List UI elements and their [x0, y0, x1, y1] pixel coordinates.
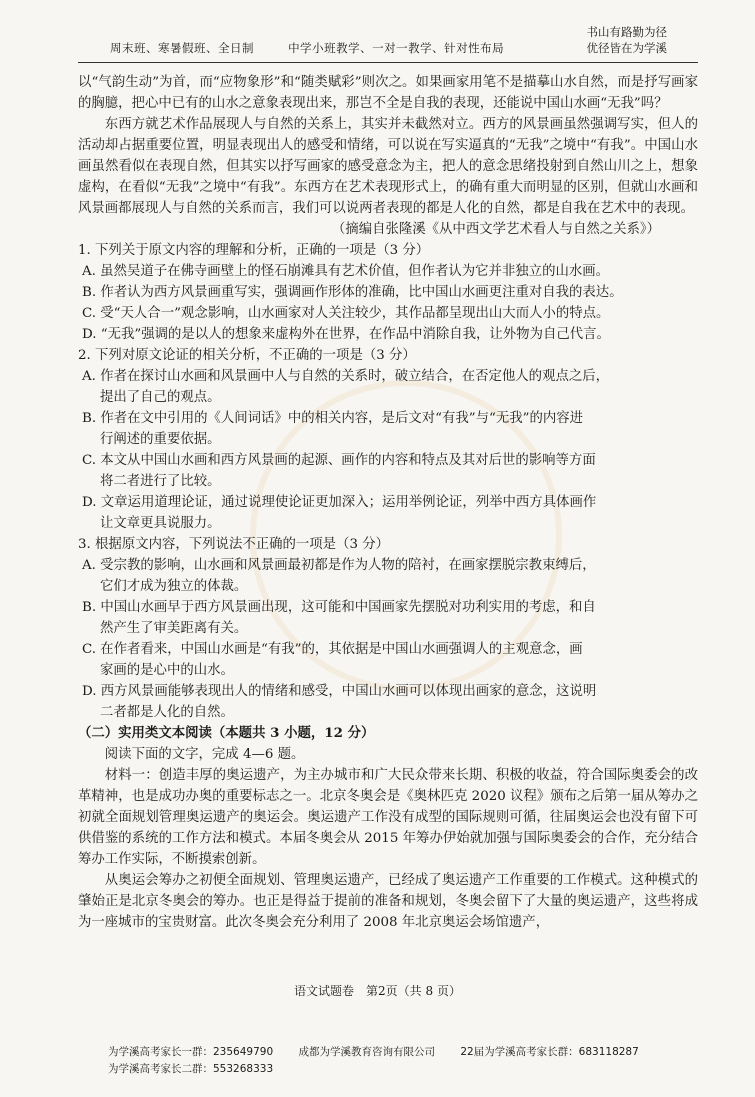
header-motto-line2: 优径皆在为学溪 — [586, 41, 667, 55]
section-2-instruction: 阅读下面的文字，完成 4—6 题。 — [104, 747, 305, 762]
material-1-paragraph-1: 材料一：创造丰厚的奥运遗产，为主办城市和广大民众带来长期、积极的收益，符合国际奥委会的改革精神，也是成功办奥的重要标志之一。北京冬奥会是《奥林匹克 2020 议程》颁布之后第一届从筹办之初就全面规划管理奥运遗产的奥运会。奥运遗产工作没有成型的国际规则可循，往届奥运会也没有留下可供借鉴的系统的工作方法和模式。本届冬奥会从 2015 年筹办伊始就加强与国际奥委会的合作，充分结合筹办工作实际，不断摸索创新。 — [78, 768, 698, 867]
parent-group-22: 22届为学溪高考家长群：683118287 — [460, 1046, 639, 1058]
header-class-types: 周末班、寒暑假班、全日制 — [110, 41, 254, 55]
header-divider — [78, 62, 698, 63]
question-3-stem: 3. 根据原文内容，下列说法不正确的一项是（3 分） — [78, 537, 390, 552]
header-motto — [587, 24, 668, 56]
passage-paragraph-2: 东西方就艺术作品展现人与自然的关系上，其实并未截然对立。西方的风景画虽然强调写实，但人的活动却占据重要位置，明显表现出人的感受和情绪，可以说在写实逼真的“无我”之境中“有我”。中国山水画虽然看似在表现自然，但其实以抒写画家的感受意念为主，把人的意念思绪投射到自然山川之上，想象虚构，在看似“无我”之境中“有我”。东西方在艺术表现形式上，的确有重大而明显的区别，但就山水画和风景画都展现人与自然的关系而言，我们可以说两者表现的都是人化的自然，都是自我在艺术中的表现。 — [78, 117, 698, 216]
question-3-option-b-cont: 然产生了审美距离有关。 — [100, 621, 248, 636]
question-2-option-b: B. 作者在文中引用的《人间词话》中的相关内容，是后文对“有我”与“无我”的内容进 — [82, 411, 584, 426]
question-2-option-b-cont: 行阐述的重要依据。 — [100, 432, 221, 447]
question-3-option-d-cont: 二者都是人化的自然。 — [100, 705, 234, 720]
question-2-option-c-cont: 将二者进行了比较。 — [100, 474, 221, 489]
question-2-option-d-cont: 让文章更具说服力。 — [100, 516, 221, 531]
header-teaching-modes: 中学小班教学、一对一教学、针对性布局 — [288, 41, 505, 55]
question-1-option-b: B. 作者认为西方风景画重写实，强调画作形体的准确，比中国山水画更注重对自我的表达。 — [82, 285, 623, 300]
parent-group-1: 为学溪高考家长一群：235649790 — [108, 1046, 274, 1058]
question-3-option-a-cont: 它们才成为独立的体裁。 — [100, 579, 248, 594]
question-2-stem: 2. 下列对原文论证的相关分析，不正确的一项是（3 分） — [78, 348, 416, 363]
question-1-option-d: D. “无我”强调的是以人的想象来虚构外在世界，在作品中消除自我，让外物为自己代言。 — [82, 327, 610, 342]
main-content — [78, 72, 698, 933]
contact-line-1 — [108, 1044, 661, 1061]
question-2-option-d: D. 文章运用道理论证，通过说理使论证更加深入；运用举例论证，列举中西方具体画作 — [82, 495, 597, 510]
question-2-option-a: A. 作者在探讨山水画和风景画中人与自然的关系时，破立结合，在否定他人的观点之后， — [82, 369, 610, 384]
question-3-option-c-cont: 家画的是心中的山水。 — [100, 663, 234, 678]
passage-source: （摘编自张隆溪《从中西文学艺术看人与自然之关系》） — [331, 222, 660, 237]
section-2-heading: （二）实用类文本阅读（本题共 3 小题，12 分） — [78, 725, 375, 741]
question-3-option-d: D. 西方风景画能够表现出人的情绪和感受，中国山水画可以体现出画家的意念，这说明 — [82, 684, 597, 699]
passage-paragraph-1: 以“气韵生动”为首，而“应物象形”和“随类赋彩”则次之。如果画家用笔不是描摹山水自然，而是抒写画家的胸臆，把心中已有的山水之意象表现出来，那岂不全是自我的表现，还能说中国山水画“无我”吗？ — [78, 75, 698, 111]
contact-footer — [108, 1044, 661, 1078]
question-2-option-a-cont: 提出了自己的观点。 — [100, 390, 221, 405]
question-3-option-c: C. 在作者看来，中国山水画是“有我”的，其依据是中国山水画强调人的主观意念，画 — [82, 642, 583, 657]
company-name: 成都为学溪教育咨询有限公司 — [298, 1046, 435, 1058]
question-3-option-a: A. 受宗教的影响，山水画和风景画最初都是作为人物的陪衬，在画家摆脱宗教束缚后， — [82, 558, 596, 573]
question-1-stem: 1. 下列关于原文内容的理解和分析，正确的一项是（3 分） — [78, 243, 430, 258]
material-1-paragraph-2: 从奥运会筹办之初便全面规划、管理奥运遗产，已经成了奥运遗产工作重要的工作模式。这种模式的肇始正是北京冬奥会的筹办。也正是得益于提前的准备和规划，冬奥会留下了大量的奥运遗产，这些将成为一座城市的宝贵财富。此次冬奥会充分利用了 2008 年北京奥运会场馆遗产， — [78, 873, 698, 930]
header-motto-line1: 书山有路勤为径 — [586, 25, 667, 39]
question-1-option-c: C. 受“天人合一”观念影响，山水画家对人关注较少，其作品都呈现出山大而人小的特点。 — [82, 306, 610, 321]
question-3-option-b: B. 中国山水画早于西方风景画出现，这可能和中国画家先摆脱对功利实用的考虑，和自 — [82, 600, 596, 615]
question-2-option-c: C. 本文从中国山水画和西方风景画的起源、画作的内容和特点及其对后世的影响等方面 — [82, 453, 596, 468]
header-left — [110, 40, 534, 56]
page-header — [0, 0, 755, 62]
page-footer: 语文试题卷 第2页（共 8 页） — [294, 984, 461, 998]
parent-group-2: 为学溪高考家长二群：553268333 — [108, 1063, 274, 1075]
question-1-option-a: A. 虽然吴道子在佛寺画壁上的怪石崩滩具有艺术价值，但作者认为它并非独立的山水画。 — [82, 264, 610, 279]
